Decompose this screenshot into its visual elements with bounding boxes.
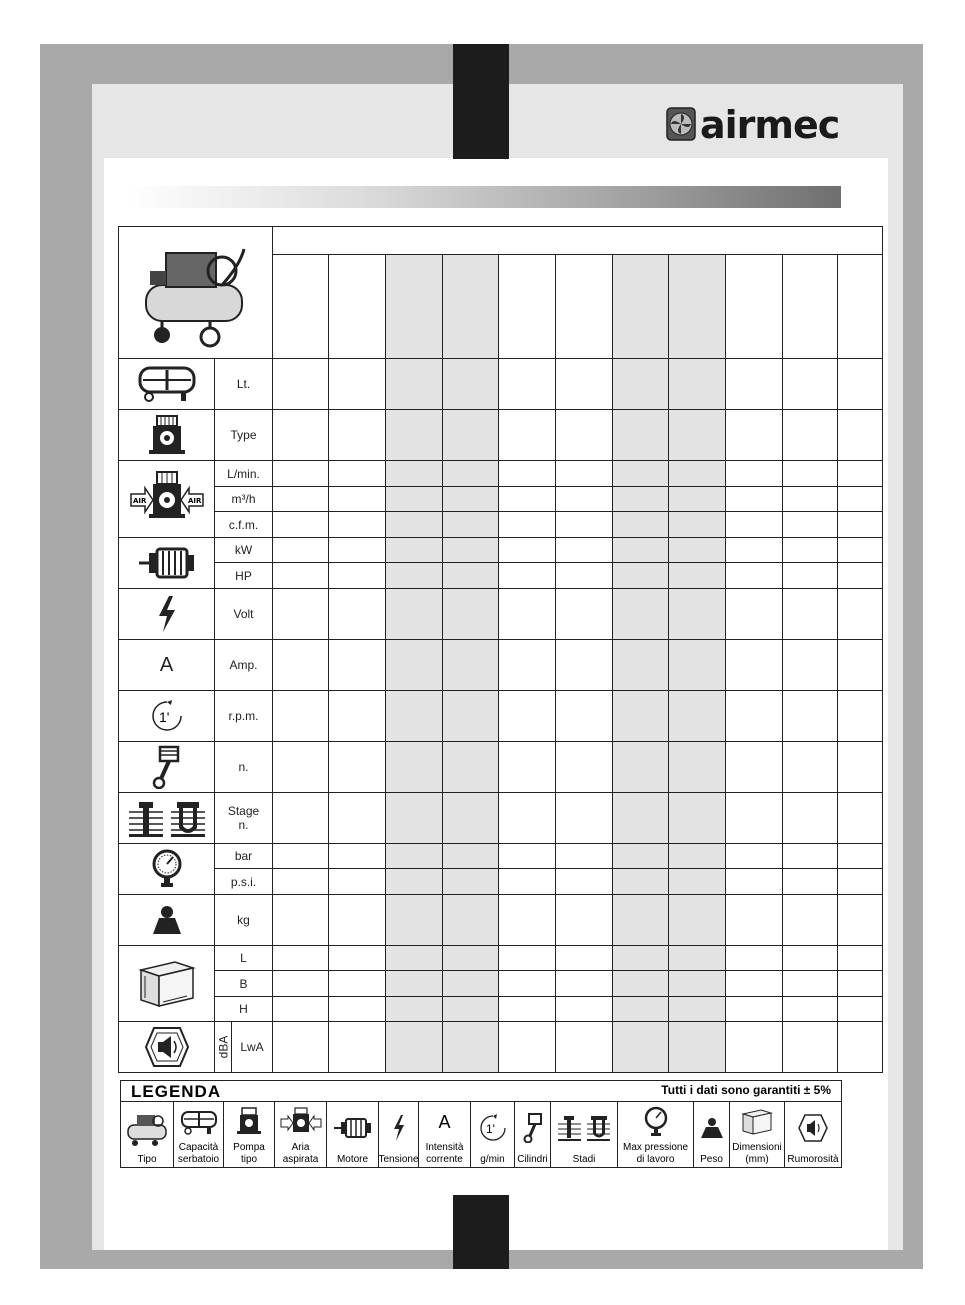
svg-text:1': 1' (158, 709, 169, 725)
legend-item-tensione: Tensione (379, 1102, 419, 1168)
tank-icon (137, 364, 197, 404)
unit-hp: HP (215, 563, 273, 589)
legend-item-intensita: A Intensità corrente (419, 1102, 471, 1168)
top-black-tab (453, 44, 509, 159)
airmec-logo (666, 104, 870, 144)
unit-B: B (215, 971, 273, 997)
unit-kg: kg (215, 895, 273, 946)
unit-stage: Stage n. (215, 793, 273, 844)
current-icon: A (159, 653, 174, 676)
unit-rpm: r.p.m. (215, 691, 273, 742)
noise-icon-cell (119, 1022, 215, 1073)
motor-icon (137, 545, 197, 581)
legend-item-capacita: Capacità serbatoio (174, 1102, 224, 1168)
rpm-icon-cell (119, 691, 215, 742)
noise-icon (798, 1114, 828, 1142)
legend-note: Tutti i dati sono garantiti ± 5% (661, 1083, 831, 1097)
legend-item-aria: Aria aspirata (275, 1102, 327, 1168)
tank-icon (180, 1109, 218, 1135)
unit-H: H (215, 997, 273, 1022)
cylinder-icon-cell (119, 742, 215, 793)
legend-item-tipo: Tipo (121, 1102, 174, 1168)
noise-icon (144, 1026, 190, 1068)
legend-items (121, 1101, 841, 1168)
unit-cfm: c.f.m. (215, 512, 273, 538)
unit-amp: Amp. (215, 640, 273, 691)
legend-item-pompa: Pompa tipo (224, 1102, 275, 1168)
cylinder-icon (152, 745, 182, 789)
compressor-image-cell (119, 227, 273, 359)
air-intake-icon-cell (119, 461, 215, 538)
svg-text:1': 1' (485, 1122, 495, 1136)
unit-dba: dBA (216, 1035, 230, 1059)
air-intake-icon (279, 1106, 323, 1138)
logo-text: airmec (700, 104, 840, 144)
legend-box (120, 1080, 842, 1168)
legend-item-stadi: Stadi (551, 1102, 618, 1168)
tank-icon-cell (119, 359, 215, 410)
dimensions-icon (740, 1107, 774, 1137)
legend-item-cilindri: Cilindri (515, 1102, 551, 1168)
current-icon: A (438, 1112, 451, 1132)
legend-title: LEGENDA (131, 1082, 222, 1101)
pressure-gauge-icon-cell (119, 844, 215, 895)
pressure-gauge-icon (644, 1106, 668, 1138)
unit-bar: bar (215, 844, 273, 869)
svg-text:AIR: AIR (187, 497, 201, 505)
dimensions-icon (135, 956, 199, 1012)
weight-icon (699, 1117, 725, 1139)
bottom-black-tab (453, 1195, 509, 1269)
cylinder-icon (523, 1113, 543, 1143)
dimensions-icon-cell (119, 946, 215, 1022)
rpm-icon (479, 1114, 507, 1142)
unit-lt: Lt. (215, 359, 273, 410)
stages-icon (556, 1114, 612, 1142)
unit-m3h: m³/h (215, 487, 273, 512)
legend-item-peso: Peso (694, 1102, 730, 1168)
motor-icon (333, 1116, 373, 1140)
rpm-icon (150, 699, 184, 733)
pump-icon (147, 414, 187, 456)
legend-item-gmin: 1' g/min (471, 1102, 515, 1168)
current-icon-cell (119, 640, 215, 691)
weight-icon (149, 904, 185, 936)
unit-psi: p.s.i. (215, 869, 273, 895)
unit-volt: Volt (215, 589, 273, 640)
weight-icon-cell (119, 895, 215, 946)
legend-item-pressione: Max pressione di lavoro (618, 1102, 694, 1168)
unit-type: Type (215, 410, 273, 461)
unit-lwa: LwA (240, 1040, 264, 1054)
unit-n: n. (215, 742, 273, 793)
unit-noise (215, 1022, 273, 1073)
legend-item-rumorosita: Rumorosità (785, 1102, 841, 1168)
pressure-gauge-icon (151, 848, 183, 890)
section-title-bar (128, 186, 841, 208)
compressor-icon (125, 1109, 169, 1147)
air-intake-icon (127, 468, 207, 530)
motor-icon-cell (119, 538, 215, 589)
unit-kw: kW (215, 538, 273, 563)
unit-lmin: L/min. (215, 461, 273, 487)
voltage-icon-cell (119, 589, 215, 640)
spec-table (118, 226, 883, 1073)
compressor-icon (136, 235, 256, 351)
voltage-icon (155, 594, 179, 634)
legend-item-dimensioni: Dimensioni (mm) (730, 1102, 785, 1168)
svg-text:AIR: AIR (132, 497, 146, 505)
unit-L: L (215, 946, 273, 971)
model-header-cell (273, 227, 883, 255)
pump-icon-cell (119, 410, 215, 461)
voltage-icon (391, 1114, 407, 1142)
stages-icon-cell (119, 793, 215, 844)
pump-icon (236, 1107, 262, 1137)
stages-icon (127, 798, 207, 838)
legend-item-motore: Motore (327, 1102, 379, 1168)
